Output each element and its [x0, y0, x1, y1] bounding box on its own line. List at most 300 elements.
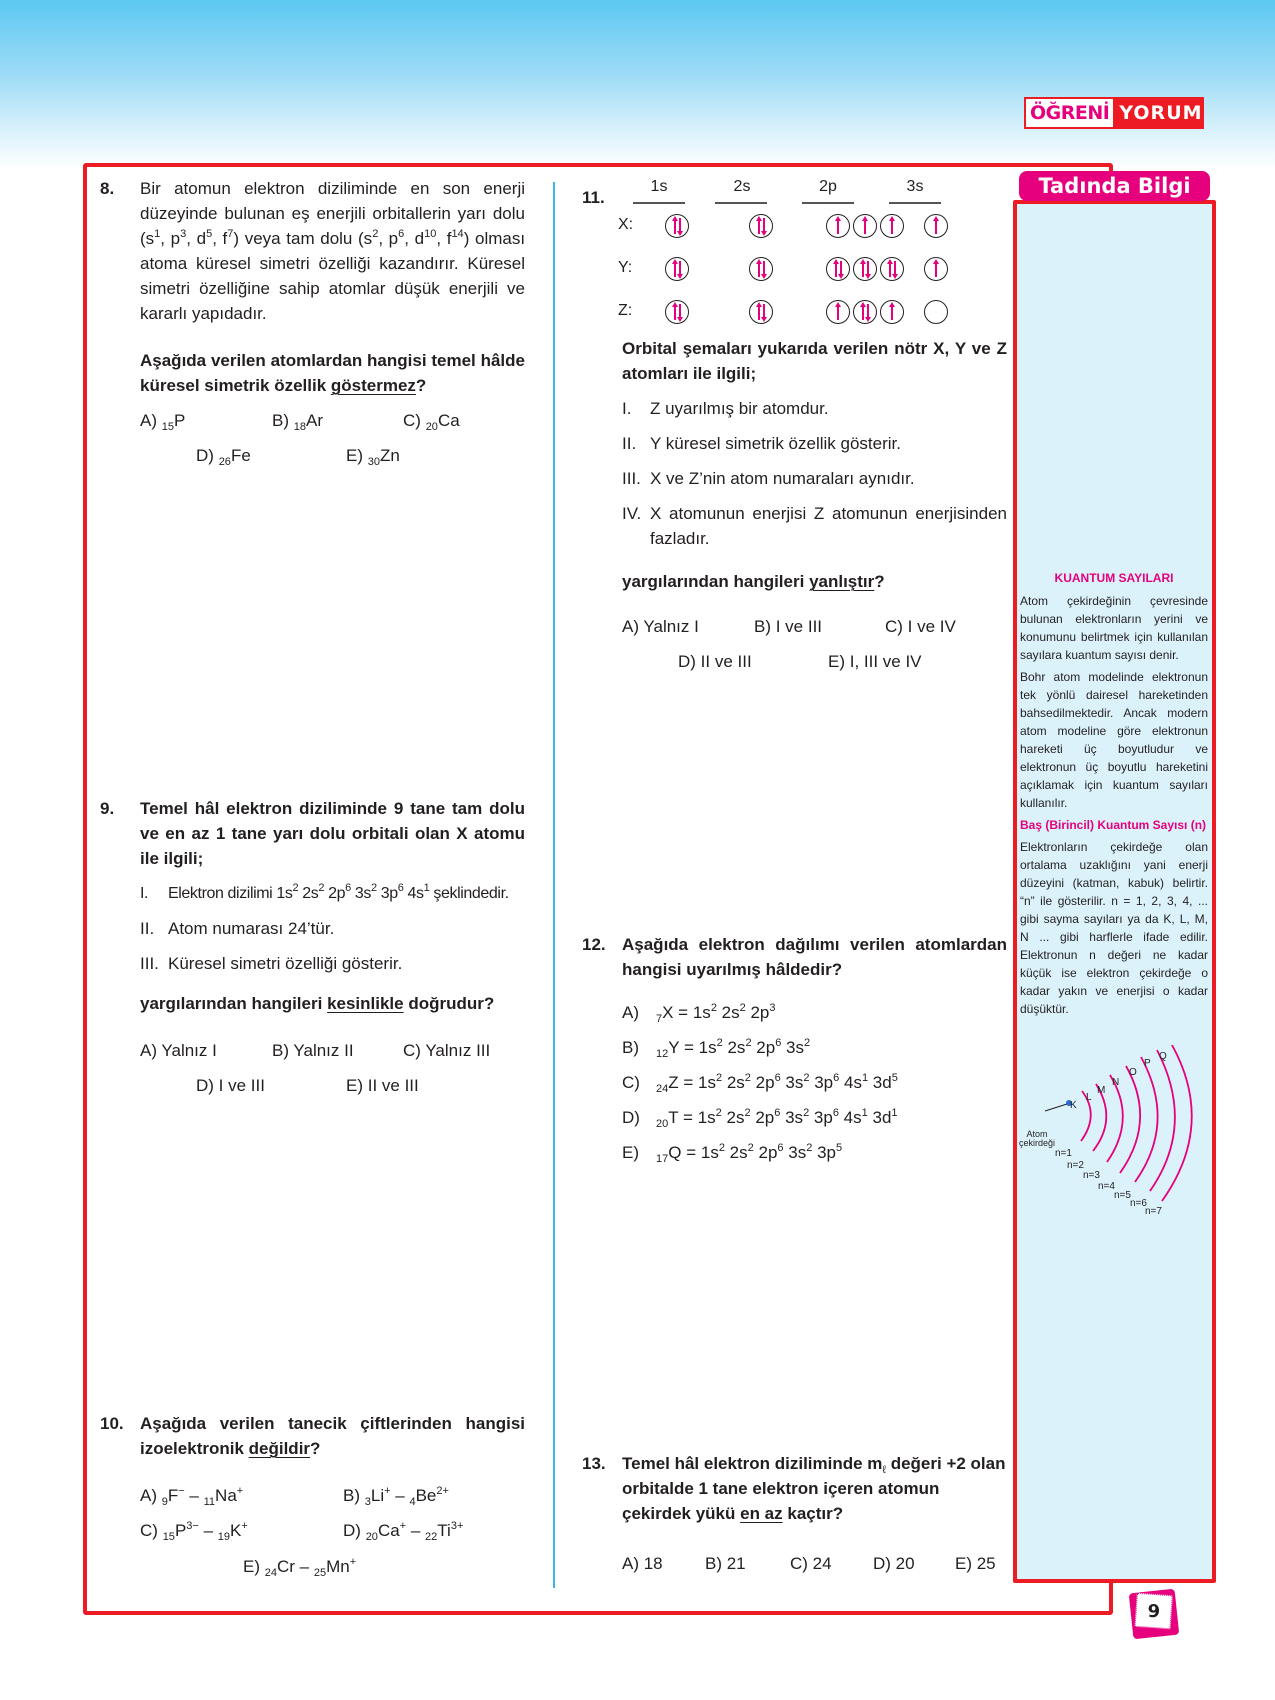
text: 3s [350, 885, 372, 902]
atomic-number: 4 [409, 1496, 416, 1508]
shell-n2: n=2 [1067, 1160, 1084, 1171]
text: , d [404, 229, 425, 248]
sup: 10 [424, 228, 437, 240]
orbital-term: 2p [750, 1073, 775, 1092]
option-c[interactable]: C) I ve IV [885, 617, 956, 636]
text: ? [874, 572, 885, 591]
spin-up-arrow-icon [837, 304, 839, 320]
question-body [140, 796, 525, 1016]
statement-3 [140, 951, 525, 976]
spin-up-arrow-icon [935, 261, 937, 277]
question-number: 11. [582, 188, 605, 207]
atomic-number: 17 [656, 1153, 669, 1165]
orbital-box [749, 214, 773, 238]
spin-down-arrow-icon [763, 304, 765, 320]
orbital-term: 2s [724, 1143, 748, 1162]
opt-label: C) [140, 1521, 158, 1540]
text: , f [212, 229, 228, 248]
atomic-number: 7 [656, 1013, 663, 1025]
orbital-box [853, 214, 877, 238]
atomic-number: 24 [264, 1567, 277, 1579]
opt-label: B) [272, 411, 289, 430]
charge: + [236, 1485, 244, 1497]
orbital-header-line [889, 202, 941, 204]
option-a[interactable] [140, 1483, 243, 1508]
orbital-term: 1s [697, 1108, 716, 1127]
electron-count: 5 [891, 1072, 898, 1084]
text: ) olması atoma küresel simetri özelliği kazandırır. Küresel simetri özelliğine sahip atomlar düşük enerjili ve kararlı yapıdadır. [140, 229, 526, 323]
charge: + [384, 1485, 391, 1497]
atomic-number: 18 [293, 421, 306, 433]
opt-label: A) [140, 1486, 157, 1505]
spin-up-arrow-icon [674, 261, 676, 277]
sidebar-subtitle: Baş (Birincil) Kuantum Sayısı (n) [1020, 818, 1207, 832]
charge: 2+ [436, 1485, 449, 1497]
shell-letter-m: M [1097, 1085, 1106, 1096]
option-b[interactable]: B) Yalnız II [272, 1041, 354, 1060]
spin-up-arrow-icon [862, 304, 864, 320]
electron-count: 2 [806, 1142, 813, 1154]
option-e[interactable] [243, 1554, 356, 1579]
question-number: 10. [100, 1414, 124, 1433]
text: 3p [376, 885, 398, 902]
shell-letter-o: O [1129, 1067, 1137, 1078]
atomic-number: 12 [656, 1048, 669, 1060]
opt-label: C) [403, 411, 421, 430]
charge: 3− [186, 1520, 199, 1532]
sup: 14 [451, 228, 464, 240]
nucleus-label-line1: Atom [1026, 1129, 1048, 1139]
emphasis: göstermez [330, 376, 416, 395]
text: Elektron dizilimi 1s [168, 885, 293, 902]
emphasis: değildir [248, 1439, 311, 1458]
spin-down-arrow-icon [679, 261, 681, 277]
option-a[interactable]: A) Yalnız I [140, 1041, 217, 1060]
question-body [140, 1411, 525, 1461]
spin-down-arrow-icon [679, 218, 681, 234]
atomic-number: 25 [313, 1567, 327, 1579]
element: Be [415, 1486, 437, 1505]
shell-n4: n=4 [1098, 1181, 1115, 1192]
option-d[interactable] [196, 443, 251, 468]
shell-letter-k: K [1070, 1100, 1077, 1111]
option-a[interactable]: A) 18 [622, 1554, 663, 1573]
atomic-number: 20 [365, 1531, 378, 1543]
option-a[interactable] [622, 1000, 776, 1025]
sup: 1 [423, 882, 430, 894]
text: X atomunun enerjisi Z atomunun enerjisinden fazladır. [650, 504, 1007, 548]
electron-count: 2 [745, 1037, 752, 1049]
spin-down-arrow-icon [763, 218, 765, 234]
element: Zn [379, 446, 400, 465]
emphasis: en az [740, 1504, 783, 1523]
sup: 2 [318, 882, 325, 894]
dash: – [395, 1486, 405, 1505]
option-e[interactable]: E) II ve III [346, 1076, 419, 1095]
orbital-box [853, 300, 877, 324]
electron-count: 2 [715, 1072, 723, 1084]
option-b[interactable] [272, 408, 323, 433]
statement-3 [622, 466, 1007, 491]
orbital-term: 3d [868, 1073, 892, 1092]
emphasis: kesinlikle [327, 994, 404, 1013]
orbital-term: 3s [780, 1108, 804, 1127]
orbital-term: 3d [867, 1108, 892, 1127]
question-8 [100, 176, 525, 476]
shell-letter-l: L [1086, 1092, 1092, 1103]
electron-count: 2 [744, 1107, 751, 1119]
sidebar-content [1020, 569, 1208, 1022]
question-9-stem: Temel hâl elektron diziliminde 9 tane tam dolu ve en az 1 tane yarı dolu orbitali olan X atomu ile ilgili; [140, 799, 525, 868]
opt-label: A) [622, 1003, 639, 1022]
shell-letter-q: Q [1159, 1051, 1167, 1062]
electron-count: 6 [832, 1107, 839, 1119]
option-e[interactable]: E) I, III ve IV [828, 652, 922, 671]
electron-count: 1 [861, 1107, 868, 1119]
orbital-box [665, 300, 689, 324]
electron-count: 2 [739, 1002, 746, 1014]
spin-down-arrow-icon [867, 304, 869, 320]
roman-numeral: I. [622, 399, 632, 418]
question-10 [100, 1411, 525, 1581]
text: , f [436, 229, 452, 248]
opt-label: C) [622, 1073, 640, 1092]
publisher-logo [1024, 97, 1204, 129]
spin-up-arrow-icon [891, 218, 893, 234]
logo-part-ogreni: ÖĞRENİ [1026, 99, 1113, 127]
question-9 [100, 796, 525, 1096]
element: P [173, 411, 186, 430]
electron-count: 2 [718, 1142, 725, 1154]
orbital-box [853, 257, 877, 281]
sup: 6 [397, 882, 404, 894]
spin-down-arrow-icon [763, 261, 765, 277]
symbol: X = [662, 1003, 693, 1022]
orbital-row-label: Z: [618, 302, 633, 319]
orbital-term: 1s [700, 1143, 719, 1162]
electron-count: 2 [715, 1107, 722, 1119]
statement-1 [140, 881, 525, 906]
option-a[interactable] [140, 408, 185, 433]
electron-count: 2 [803, 1072, 810, 1084]
text: Aşağıda verilen atomlardan hangisi temel hâlde küresel simetrik özellik [140, 351, 525, 395]
spin-up-arrow-icon [889, 261, 891, 277]
orbital-term: 2p [753, 1143, 778, 1162]
atomic-number: 24 [656, 1083, 669, 1095]
element: Mn [326, 1557, 350, 1576]
text: , p [160, 229, 181, 248]
symbol: Y = [668, 1038, 699, 1057]
atomic-number: 22 [425, 1531, 438, 1543]
atomic-number: 20 [425, 421, 438, 433]
option-d[interactable]: D) II ve III [678, 652, 752, 671]
orbital-header-2p: 2p [819, 178, 837, 195]
shell-letter-p: P [1144, 1058, 1151, 1069]
charge: + [241, 1520, 248, 1532]
orbital-row-label: Y: [618, 259, 633, 276]
question-number: 8. [100, 179, 115, 198]
text: yargılarından hangileri [622, 572, 810, 591]
question-13 [582, 1451, 1007, 1581]
option-b[interactable]: B) 21 [705, 1554, 746, 1573]
opt-label: D) [343, 1521, 361, 1540]
column-divider [553, 182, 555, 1588]
header-gradient-band [0, 0, 1275, 170]
option-d[interactable] [343, 1518, 463, 1543]
electron-count: 6 [777, 1142, 784, 1154]
sup: 7 [227, 228, 234, 240]
orbital-term: 3s [781, 1038, 805, 1057]
spin-up-arrow-icon [837, 218, 839, 234]
charge: + [349, 1556, 357, 1568]
text: değeri +2 olan orbitalde 1 tane elektron içeren atomun çekirdek yükü [622, 1454, 1006, 1523]
orbital-term: 3s [780, 1073, 804, 1092]
electron-count: 2 [803, 1107, 810, 1119]
atomic-number: 26 [218, 456, 231, 468]
electron-count: 6 [833, 1072, 840, 1084]
electron-count: 6 [774, 1072, 781, 1084]
opt-label: D) [196, 446, 214, 465]
element: Ca [437, 411, 460, 430]
shell-n7: n=7 [1145, 1206, 1162, 1217]
atomic-number: 11 [203, 1496, 216, 1508]
option-b[interactable] [343, 1483, 449, 1508]
orbital-box [924, 300, 948, 324]
roman-numeral: II. [622, 434, 637, 453]
orbital-box [749, 300, 773, 324]
text: Küresel simetri özelliği gösterir. [168, 954, 403, 973]
element: Ca [377, 1521, 400, 1540]
dash: – [299, 1557, 310, 1576]
orbital-box [924, 257, 948, 281]
question-10-prompt [140, 1411, 525, 1461]
spin-down-arrow-icon [894, 261, 896, 277]
orbital-term: 2s [716, 1003, 740, 1022]
dash: – [410, 1521, 421, 1540]
element: Li [370, 1486, 385, 1505]
opt-label: E) [346, 446, 363, 465]
electron-count: 1 [891, 1107, 898, 1119]
sup: 2 [372, 228, 379, 240]
electron-count: 2 [804, 1037, 811, 1049]
spin-up-arrow-icon [835, 261, 837, 277]
atomic-number: 19 [217, 1531, 231, 1543]
option-b[interactable]: B) I ve III [754, 617, 823, 636]
sup: 2 [292, 882, 299, 894]
orbital-term: 1s [692, 1003, 711, 1022]
option-a[interactable]: A) Yalnız I [622, 617, 699, 636]
charge: 3+ [450, 1520, 464, 1532]
question-number: 9. [100, 799, 115, 818]
electron-count: 2 [747, 1142, 754, 1154]
spin-down-arrow-icon [840, 261, 842, 277]
text: , d [186, 229, 207, 248]
charge: + [399, 1520, 407, 1532]
orbital-box [749, 257, 773, 281]
text: 2s [298, 885, 319, 902]
text: ) veya tam dolu (s [233, 229, 373, 248]
option-c[interactable]: C) 24 [790, 1554, 832, 1573]
electron-count: 5 [835, 1142, 843, 1154]
spin-up-arrow-icon [674, 304, 676, 320]
spin-down-arrow-icon [679, 304, 681, 320]
element: Fe [230, 446, 251, 465]
orbital-row-label: X: [618, 216, 634, 233]
orbital-term: 1s [698, 1038, 717, 1057]
question-body [622, 932, 1007, 982]
question-8-intro [140, 176, 525, 326]
shell-n3: n=3 [1083, 1170, 1100, 1181]
text: şeklindedir. [429, 885, 509, 902]
sup: 3 [180, 228, 187, 240]
option-e[interactable] [622, 1140, 842, 1165]
orbital-term: 3p [809, 1108, 833, 1127]
logo-part-yorum: YORUM [1119, 102, 1203, 124]
spin-up-arrow-icon [758, 261, 760, 277]
spin-up-arrow-icon [758, 304, 760, 320]
spin-up-arrow-icon [891, 304, 893, 320]
spin-up-arrow-icon [864, 218, 866, 234]
sidebar-paragraph-1: Atom çekirdeğinin çevresinde bulunan elektronların yerini ve konumunu belirtmek için kullanılan sayılara kuantum sayısı denir. [1020, 594, 1208, 662]
question-12-prompt: Aşağıda elektron dağılımı verilen atomlardan hangisi uyarılmış hâldedir? [622, 935, 1007, 979]
sidebar-paragraph-3: Elektronların çekirdeğe olan ortalama uzaklığını yani enerji düzeyini (katman, kabuk) belirtir. “n” ile gösterilir. n = 1, 2, 3, 4, ... gibi sayma sayıları ya da K, L, M, N ... gibi harflerle ifade edilir. Elektronun n değeri ne kadar küçük ise elektron çekirdeğe o kadar yakın ve enerjisi o kadar düşüktür. [1020, 840, 1208, 1016]
roman-numeral: III. [140, 954, 159, 973]
spin-down-arrow-icon [867, 261, 869, 277]
statement-4 [622, 501, 1007, 551]
opt-label: E) [243, 1557, 260, 1576]
atomic-number: 30 [367, 456, 380, 468]
question-9-prompt [140, 991, 525, 1016]
opt-label: A) [140, 411, 157, 430]
opt-label: E) [622, 1143, 639, 1162]
roman-numeral: II. [140, 919, 155, 938]
dash: – [203, 1521, 214, 1540]
orbital-term: 2p [750, 1108, 775, 1127]
sup: 5 [206, 228, 213, 240]
option-c[interactable]: C) Yalnız III [403, 1041, 491, 1060]
spin-up-arrow-icon [674, 218, 676, 234]
sidebar-paragraph-2: Bohr atom modelinde elektronun tek yönlü dairesel hareketinden bahsedilmektedir. Ancak modern atom modeline göre elektronun hareketi üç boyutludur ve elektronun üç boyutlu hareketini açıklamak için kuantum sayıları kullanılır. [1020, 670, 1208, 810]
shell-n5: n=5 [1114, 1190, 1131, 1201]
spin-up-arrow-icon [758, 218, 760, 234]
page-number: 9 [1147, 1600, 1160, 1622]
orbital-term: 4s [838, 1108, 862, 1127]
text: Aşağıda verilen tanecik çiftlerinden hangisi izoelektronik [140, 1414, 525, 1458]
question-12 [582, 932, 1007, 1172]
orbital-box [924, 214, 948, 238]
orbital-box [665, 257, 689, 281]
text: Z uyarılmış bir atomdur. [650, 399, 829, 418]
orbital-term: 2p [745, 1003, 770, 1022]
orbital-term: 2s [722, 1073, 745, 1092]
orbital-box [880, 257, 904, 281]
electron-count: 2 [716, 1037, 723, 1049]
option-b[interactable] [622, 1035, 810, 1060]
question-number: 13. [582, 1454, 606, 1473]
shell-letter-n: N [1112, 1077, 1120, 1088]
question-body [140, 176, 525, 398]
orbital-header-3s: 3s [906, 178, 924, 195]
option-e[interactable]: E) 25 [955, 1554, 996, 1573]
orbital-header-2s: 2s [733, 178, 751, 195]
element: Ti [437, 1521, 451, 1540]
roman-numeral: III. [622, 469, 641, 488]
orbital-box [880, 214, 904, 238]
opt-label: D) [622, 1108, 640, 1127]
orbital-box [880, 300, 904, 324]
orbital-term: 1s [698, 1073, 716, 1092]
element: P [174, 1521, 187, 1540]
opt-label: B) [622, 1038, 639, 1057]
option-d[interactable]: D) 20 [873, 1554, 915, 1573]
orbital-header-line [715, 202, 767, 204]
orbital-term: 2p [751, 1038, 776, 1057]
orbital-box [826, 257, 850, 281]
orbital-box [665, 214, 689, 238]
spin-up-arrow-icon [935, 218, 937, 234]
orbital-header-line [633, 202, 685, 204]
text: yargılarından hangileri [140, 994, 328, 1013]
electron-count: 3 [769, 1002, 776, 1014]
question-13-prompt [622, 1451, 1007, 1526]
electron-count: 6 [774, 1107, 781, 1119]
sup: 6 [398, 228, 405, 240]
text: Temel hâl elektron diziliminde m [622, 1454, 883, 1473]
text: doğrudur? [403, 994, 495, 1013]
symbol: Q = [668, 1143, 701, 1162]
page-number-badge [1129, 1589, 1180, 1640]
orbital-header-line [802, 202, 854, 204]
roman-numeral: I. [140, 885, 149, 902]
emphasis: yanlıştır [809, 572, 875, 591]
nucleus-label [1019, 1130, 1055, 1148]
orbital-term: 2s [722, 1038, 746, 1057]
option-c[interactable] [140, 1518, 248, 1543]
text: 4s [403, 885, 424, 902]
option-c[interactable] [622, 1070, 898, 1095]
shell-n6: n=6 [1130, 1198, 1147, 1209]
orbital-term: 4s [839, 1073, 862, 1092]
text: Atom numarası 24’tür. [168, 919, 335, 938]
atomic-number: 3 [364, 1496, 371, 1508]
sidebar-section-title: KUANTUM SAYILARI [1054, 571, 1174, 585]
sidebar-tab-title: Tadında Bilgi [1019, 171, 1210, 201]
sup: 6 [345, 882, 351, 894]
dash: – [189, 1486, 199, 1505]
opt-label: B) [343, 1486, 360, 1505]
orbital-box [826, 214, 850, 238]
atomic-number: 20 [656, 1118, 669, 1130]
element: Cr [276, 1557, 295, 1576]
text: ? [310, 1439, 321, 1458]
electron-count: 2 [744, 1072, 751, 1084]
element: Ar [305, 411, 323, 430]
question-11-stem: Orbital şemaları yukarıda verilen nötr X, Y ve Z atomları ile ilgili; [622, 339, 1007, 383]
text: X ve Z’nin atom numaraları aynıdır. [650, 469, 915, 488]
option-d[interactable]: D) I ve III [196, 1076, 265, 1095]
electron-count: 6 [775, 1037, 782, 1049]
option-c[interactable] [403, 408, 460, 433]
question-number: 12. [582, 935, 606, 954]
option-e[interactable] [346, 443, 400, 468]
option-d[interactable] [622, 1105, 898, 1130]
text: ? [415, 376, 427, 395]
nucleus-label-line2: çekirdeği [1019, 1138, 1056, 1148]
electron-count: 1 [861, 1072, 869, 1084]
sup: 2 [371, 882, 377, 894]
question-11-text [582, 336, 1007, 696]
electron-count: 2 [710, 1002, 717, 1014]
